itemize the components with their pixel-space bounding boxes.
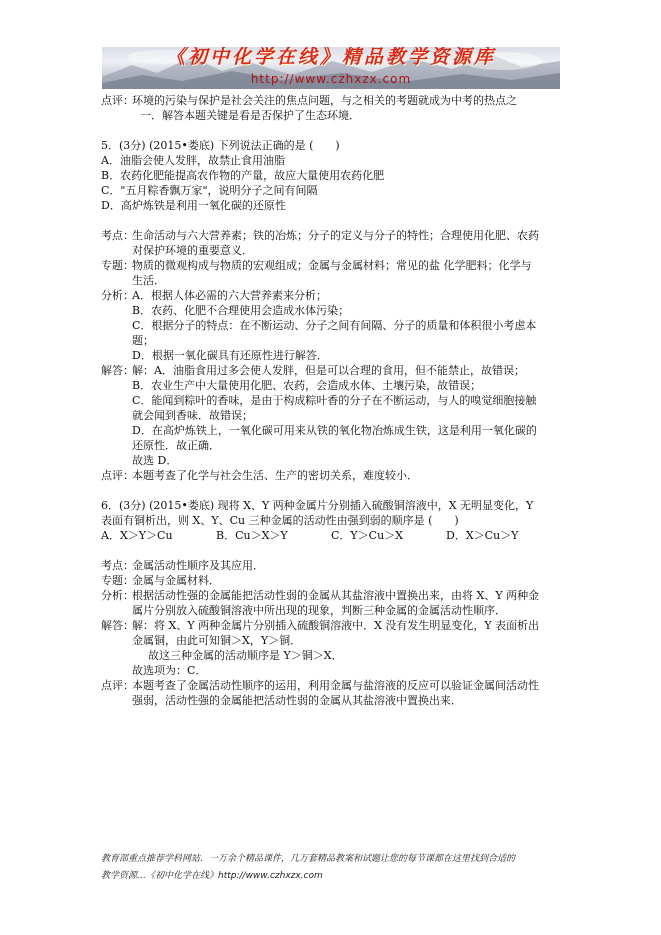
q5-jieda-line: 解：A．油脂食用过多会使人发胖，但是可以合理的食用，但不能禁止，故错误；	[132, 364, 525, 377]
prev-comment-line: 一．解答本题关键是看是否保护了生态环境．	[140, 109, 360, 122]
q6-jieda-line: 金属铜，由此可知铜＞X，Y＞铜．	[132, 634, 302, 647]
q6-jieda-label: 解答：	[101, 619, 134, 632]
q6-zhuanti	[101, 573, 561, 588]
document-content	[101, 93, 561, 708]
q6-fenxi-line: 根据活动性强的金属能把活动性弱的金属从其盐溶液中置换出来，由将 X、Y 两种金	[132, 589, 540, 602]
q5-jieda-line: 就会闻到香味．故错误；	[132, 409, 253, 422]
q5-kaodian-line: 对保护环境的重要意义．	[132, 244, 253, 257]
header-banner	[102, 47, 560, 89]
q5-option-c: C．"五月粽香飘万家"，说明分子之间有间隔	[101, 184, 318, 197]
q6-option-c: C．Y＞Cu＞X	[331, 529, 404, 542]
q6-jieda-line: 故这三种金属的活动顺序是 Y＞铜＞X．	[148, 649, 343, 662]
q5-jieda-line: B．农业生产中大量使用化肥、农药，会造成水体、土壤污染，故错误；	[132, 379, 482, 392]
q6-zhuanti-label: 专题：	[101, 574, 134, 587]
q6-fenxi	[101, 588, 561, 618]
q5-stem: 5．(3分) (2015•娄底) 下列说法正确的是 ( )	[101, 139, 340, 152]
banner-title: 《初中化学在线》精品教学资源库	[165, 47, 496, 68]
q5-fenxi-line: A．根据人体必需的六大营养素来分析；	[132, 289, 327, 302]
q5-zhuanti-line: 生活．	[132, 274, 165, 287]
q6-jieda-line: 解：将 X、Y 两种金属片分别插入硫酸铜溶液中．X 没有发生明显变化，Y 表面析出	[132, 619, 540, 632]
q5-fenxi-line: 题；	[132, 334, 154, 347]
q5-jieda-line: C．能闻到粽叶的香味，是由于构成粽叶香的分子在不断运动，与人的嗅觉细胞接触	[132, 394, 537, 407]
q5-zhuanti-line: 物质的微观构成与物质的宏观组成；金属与金属材料；常见的盐 化学肥料；化学与	[132, 259, 532, 272]
q6-kaodian-label: 考点：	[101, 559, 134, 572]
q5-dianping-label: 点评：	[101, 469, 134, 482]
q6-dianping	[101, 678, 561, 708]
footer-line: 教育部重点推荐学科网站．一万余个精品课件，几万套精品教案和试题让您的每节课都在这里找到合适的	[101, 854, 516, 864]
q5-fenxi-line: C．根据分子的特点：在不断运动、分子之间有间隔、分子的质量和体积很小考虑本	[132, 319, 537, 332]
q5-jieda-label: 解答：	[101, 364, 134, 377]
prev-comment-line: 环境的污染与保护是社会关注的焦点问题，与之相关的考题就成为中考的热点之	[132, 94, 517, 107]
q5-kaodian-label: 考点：	[101, 229, 134, 242]
q6-kaodian-text: 金属活动性顺序及其应用．	[132, 559, 264, 572]
q5-kaodian-line: 生命活动与六大营养素；铁的冶炼；分子的定义与分子的特性；合理使用化肥、农药	[132, 229, 539, 242]
q5-jieda-line: 故选 D．	[132, 454, 178, 467]
q5-jieda-line: 还原性．故正确．	[132, 439, 220, 452]
q6-kaodian	[101, 558, 561, 573]
q6-fenxi-label: 分析：	[101, 589, 134, 602]
q6-jieda-line: 故选项为：C．	[132, 664, 207, 677]
prev-comment-label: 点评：	[101, 94, 134, 107]
q6-option-b: B．Cu＞X＞Y	[216, 529, 288, 542]
q6-option-d: D．X＞Cu＞Y	[446, 529, 519, 542]
prev-comment	[101, 93, 561, 123]
q5-zhuanti	[101, 258, 561, 288]
q5-zhuanti-label: 专题：	[101, 259, 134, 272]
q6-stem: 6．(3分) (2015•娄底) 现将 X、Y 两种金属片分别插入硫酸铜溶液中，X 无明显变化，Y	[101, 499, 534, 512]
q5-fenxi-label: 分析：	[101, 289, 134, 302]
q6-dianping-line: 强弱，活动性强的金属能把活动性弱的金属从其盐溶液中置换出来．	[132, 694, 462, 707]
q5-kaodian	[101, 228, 561, 258]
q5-option-b: B．农药化肥能提高农作物的产量，故应大量使用农药化肥	[101, 169, 385, 182]
q5-dianping-text: 本题考查了化学与社会生活、生产的密切关系，难度较小．	[132, 469, 418, 482]
q6-stem: 表面有铜析出，则 X、Y、Cu 三种金属的活动性由强到弱的顺序是 ( )	[101, 514, 459, 527]
q6-zhuanti-text: 金属与金属材料．	[132, 574, 220, 587]
banner-url[interactable]: http://www.czhxzx.com	[250, 72, 412, 86]
q6-jieda	[101, 618, 561, 678]
q5-option-d: D．高炉炼铁是利用一氧化碳的还原性	[101, 199, 286, 212]
q5-jieda	[101, 363, 561, 468]
q5-option-a: A．油脂会使人发胖，故禁止食用油脂	[101, 154, 285, 167]
q6-option-a: A．X＞Y＞Cu	[101, 529, 173, 542]
q5-jieda-line: D．在高炉炼铁上，一氧化碳可用来从铁的氧化物冶炼成生铁，这是利用一氧化碳的	[132, 424, 537, 437]
q5-fenxi-line: D．根据一氧化碳具有还原性进行解答．	[132, 349, 328, 362]
q5-dianping	[101, 468, 561, 483]
q5-fenxi-line: B．农药、化肥不合理使用会造成水体污染；	[132, 304, 350, 317]
q5-fenxi	[101, 288, 561, 363]
q6-dianping-line: 本题考查了金属活动性顺序的运用，利用金属与盐溶液的反应可以验证金属间活动性	[132, 679, 539, 692]
footer-line[interactable]: 教学资源…《初中化学在线》http://www.czhxzx.com	[101, 871, 323, 881]
page-footer	[101, 851, 563, 885]
q6-options	[101, 528, 561, 543]
q6-dianping-label: 点评：	[101, 679, 134, 692]
q6-fenxi-line: 属片分别放入硫酸铜溶液中所出现的现象，判断三种金属的金属活动性顺序．	[132, 604, 506, 617]
